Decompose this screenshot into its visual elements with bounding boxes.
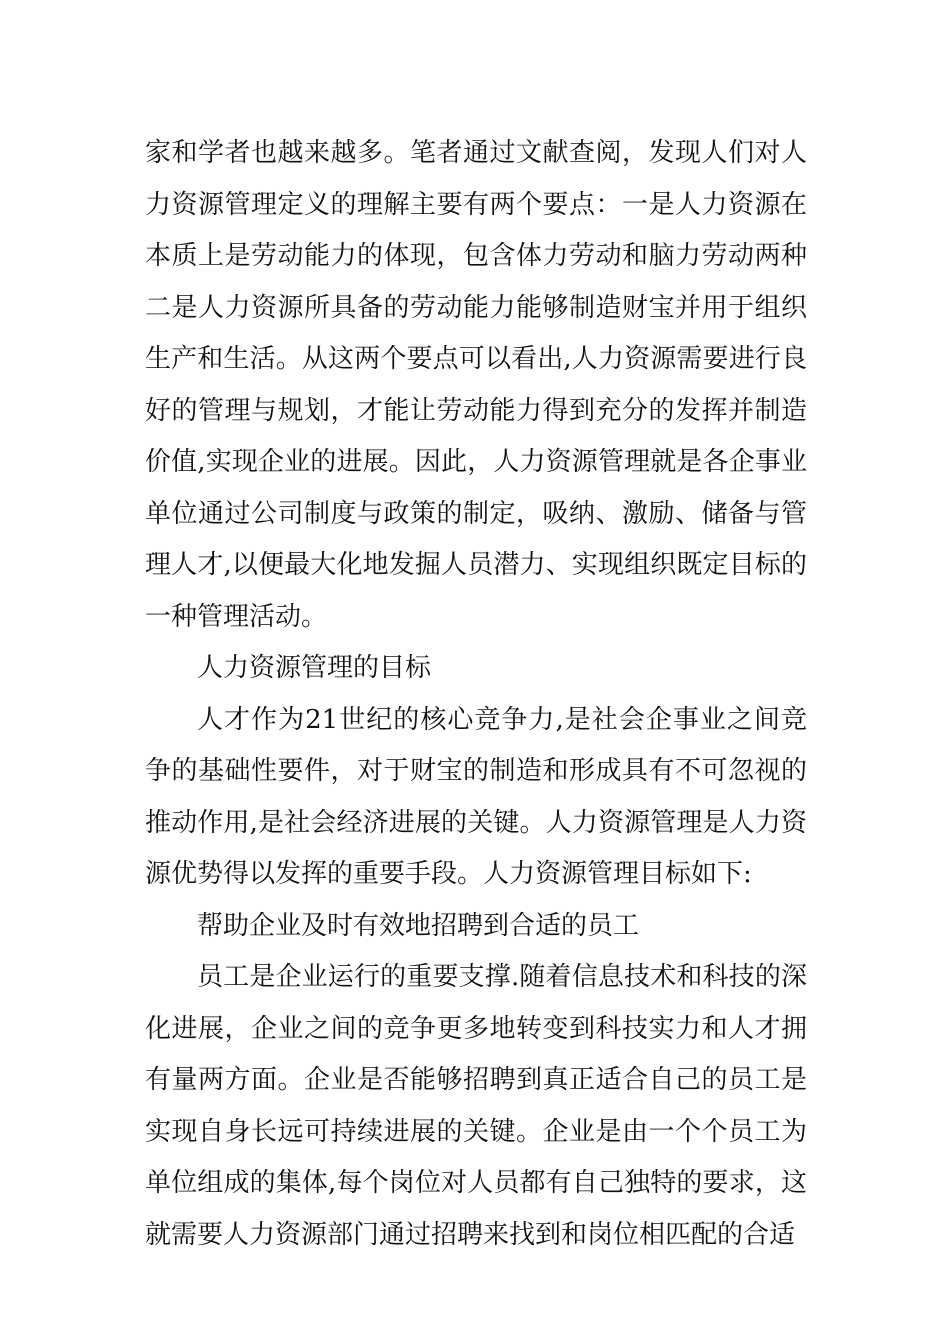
subsection-heading-recruitment: 帮助企业及时有效地招聘到合适的员工 [197,910,640,941]
paragraph-talent: 人才作为21世纪的核心竞争力,是社会企事业之间竞争的基础性要件，对于财宝的制造和形成具有不可忽视的推动作用,是社会经济进展的关键。人力资源管理是人力资源优势得以发挥的重要手段。人力资源管理目标如下: [145,704,807,889]
document-body [145,128,807,1261]
section-heading-goals: 人力资源管理的目标 [197,653,432,683]
paragraph-employees: 员工是企业运行的重要支撑.随着信息技术和科技的深化进展，企业之间的竞争更多地转变到科技实力和人才拥有量两方面。企业是否能够招聘到真正适合自己的员工是实现自身长远可持续进展的关键。企业是由一个个员工为单位组成的集体,每个岗位对人员都有自己独特的要求，这就需要人力资源部门通过招聘来找到和岗位相匹配的合适 [145,962,807,1250]
paragraph-continuation: 家和学者也越来越多。笔者通过文献查阅，发现人们对人力资源管理定义的理解主要有两个要点：一是人力资源在本质上是劳动能力的体现，包含体力劳动和脑力劳动两种二是人力资源所具备的劳动能力能够制造财宝并用于组织生产和生活。从这两个要点可以看出,人力资源需要进行良好的管理与规划，才能让劳动能力得到充分的发挥并制造价值,实现企业的进展。因此，人力资源管理就是各企事业单位通过公司制度与政策的制定，吸纳、激励、储备与管理人才,以便最大化地发掘人员潜力、实现组织既定目标的一种管理活动。 [145,138,807,632]
